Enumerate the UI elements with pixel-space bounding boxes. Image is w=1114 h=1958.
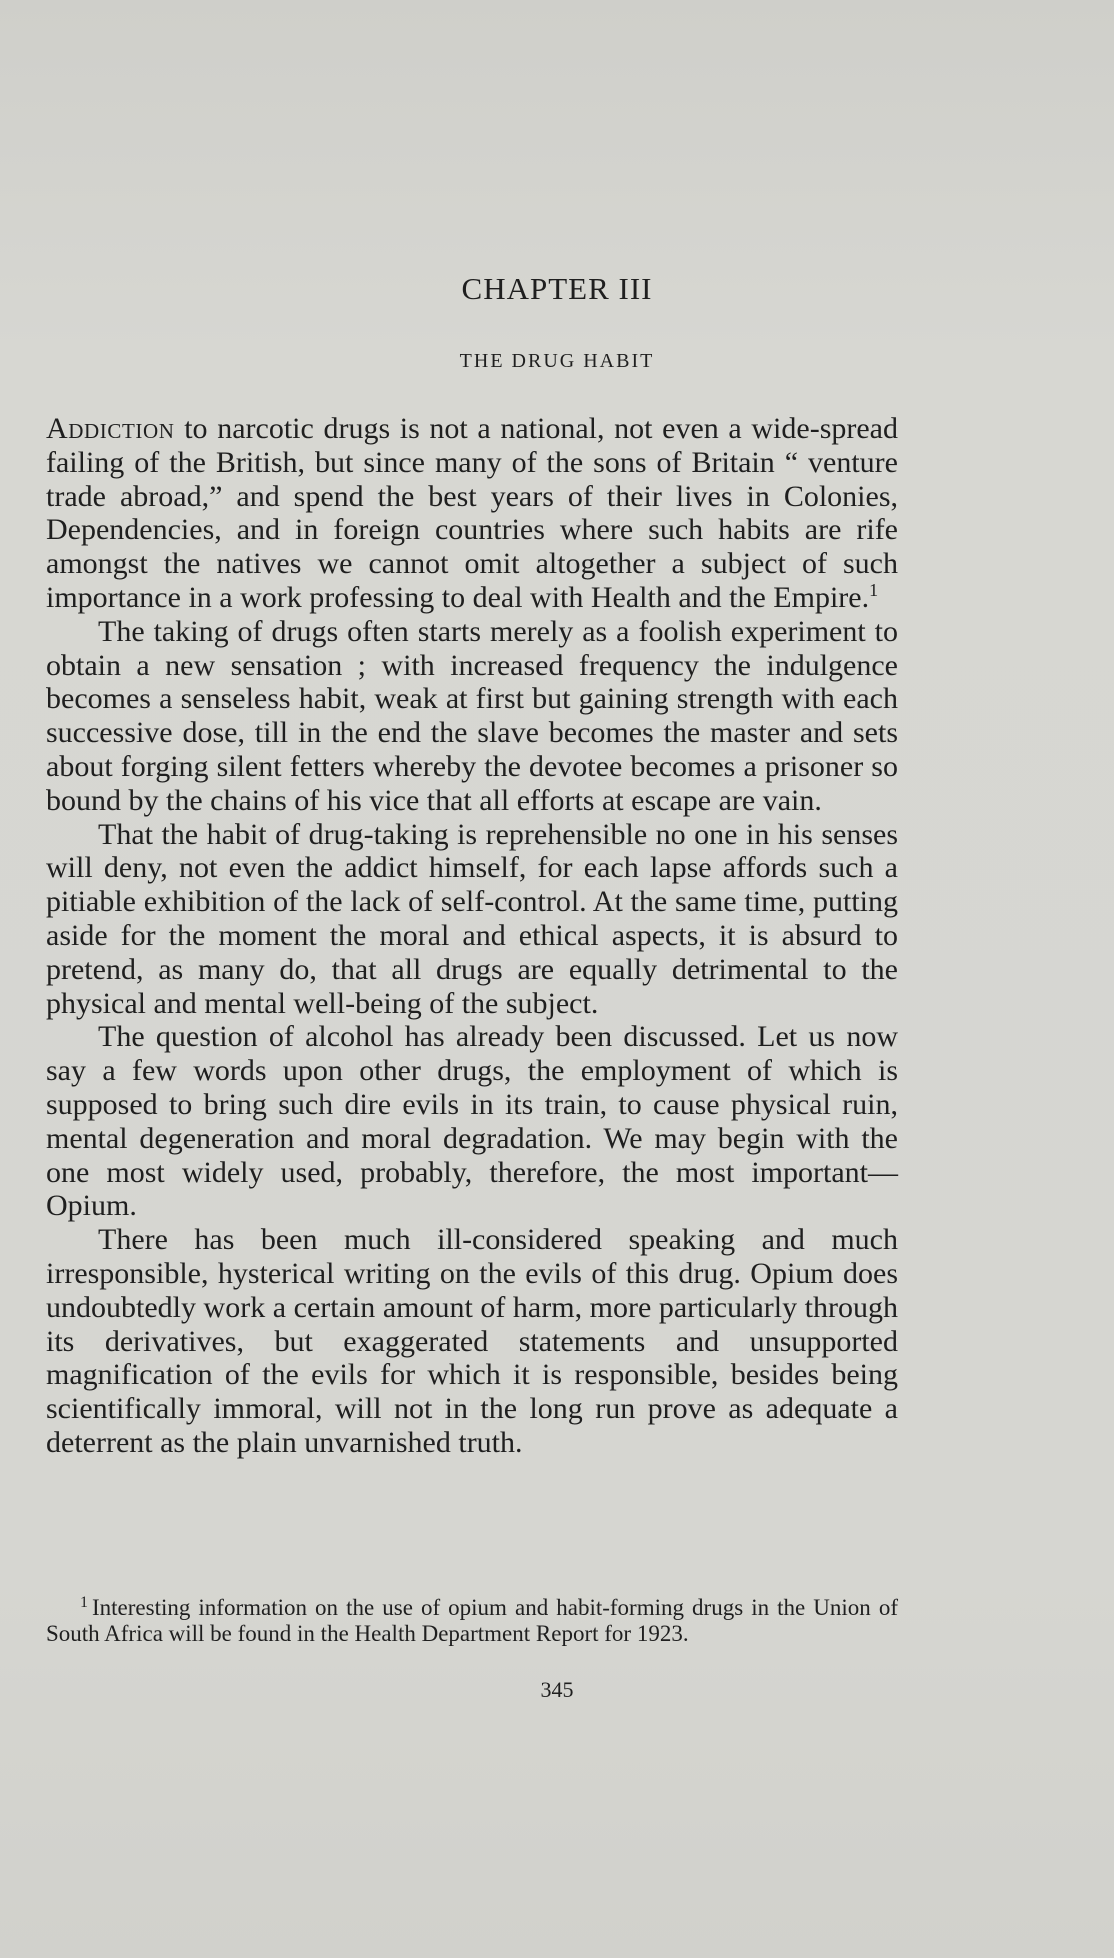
- lead-word: Addiction: [46, 412, 175, 445]
- paragraph-3: That the habit of drug-taking is reprehensible no one in his senses will deny, not even the addict himself, for each lapse affords such a pitiable exhibition of the lack of self-control. At the same time, putting aside for the moment the moral and ethical aspects, it is absurd to pretend, as many do, that all drugs are equally detrimental to the physical and mental well-being of the subject.: [46, 817, 898, 1020]
- footnote: [46, 1595, 898, 1646]
- chapter-subtitle: THE DRUG HABIT: [459, 350, 655, 372]
- footnote-text: Interesting information on the use of opium and habit-forming drugs in the Union of South Africa will be found in the Health Department Report for 1923.: [46, 1595, 898, 1646]
- chapter-body: [46, 412, 898, 1460]
- paragraph-5: There has been much ill-considered speaking and much irresponsible, hysterical writing on the evils of this drug. Opium does undoubtedly work a certain amount of harm, more particularly through its derivatives, but exaggerated statements and unsupported magnification of the evils for which it is responsible, besides being scientifically immoral, will not in the long run prove as adequate a deterrent as the plain unvarnished truth.: [46, 1223, 898, 1459]
- footnote-reference: 1: [869, 579, 879, 600]
- paragraph-1: [46, 412, 898, 615]
- chapter-title: CHAPTER III: [461, 271, 653, 306]
- paragraph-2: The taking of drugs often starts merely as a foolish experiment to obtain a new sensation ; with increased frequency the indulgence becomes a senseless habit, weak at first but gaining strength with each successive dose, till in the end the slave becomes the master and sets about forging silent fetters whereby the devotee becomes a prisoner so bound by the chains of his vice that all efforts at escape are vain.: [46, 614, 898, 817]
- paragraph-1-text: to narcotic drugs is not a national, not even a wide-spread failing of the British, but since many of the sons of Britain “ venture trade abroad,” and spend the best years of their lives in Colonies, Dependencies, and in foreign countries where such habits are rife amongst the natives we cannot omit altogether a subject of such importance in a work professing to deal with Health and the Empire.: [46, 412, 898, 614]
- page-number: 345: [540, 1677, 574, 1702]
- paragraph-4: The question of alcohol has already been discussed. Let us now say a few words upon other drugs, the employment of which is supposed to bring such dire evils in its train, to cause physical ruin, mental degeneration and moral degradation. We may begin with the one most widely used, probably, therefore, the most important—Opium.: [46, 1020, 898, 1223]
- footnote-marker: 1: [80, 1594, 88, 1611]
